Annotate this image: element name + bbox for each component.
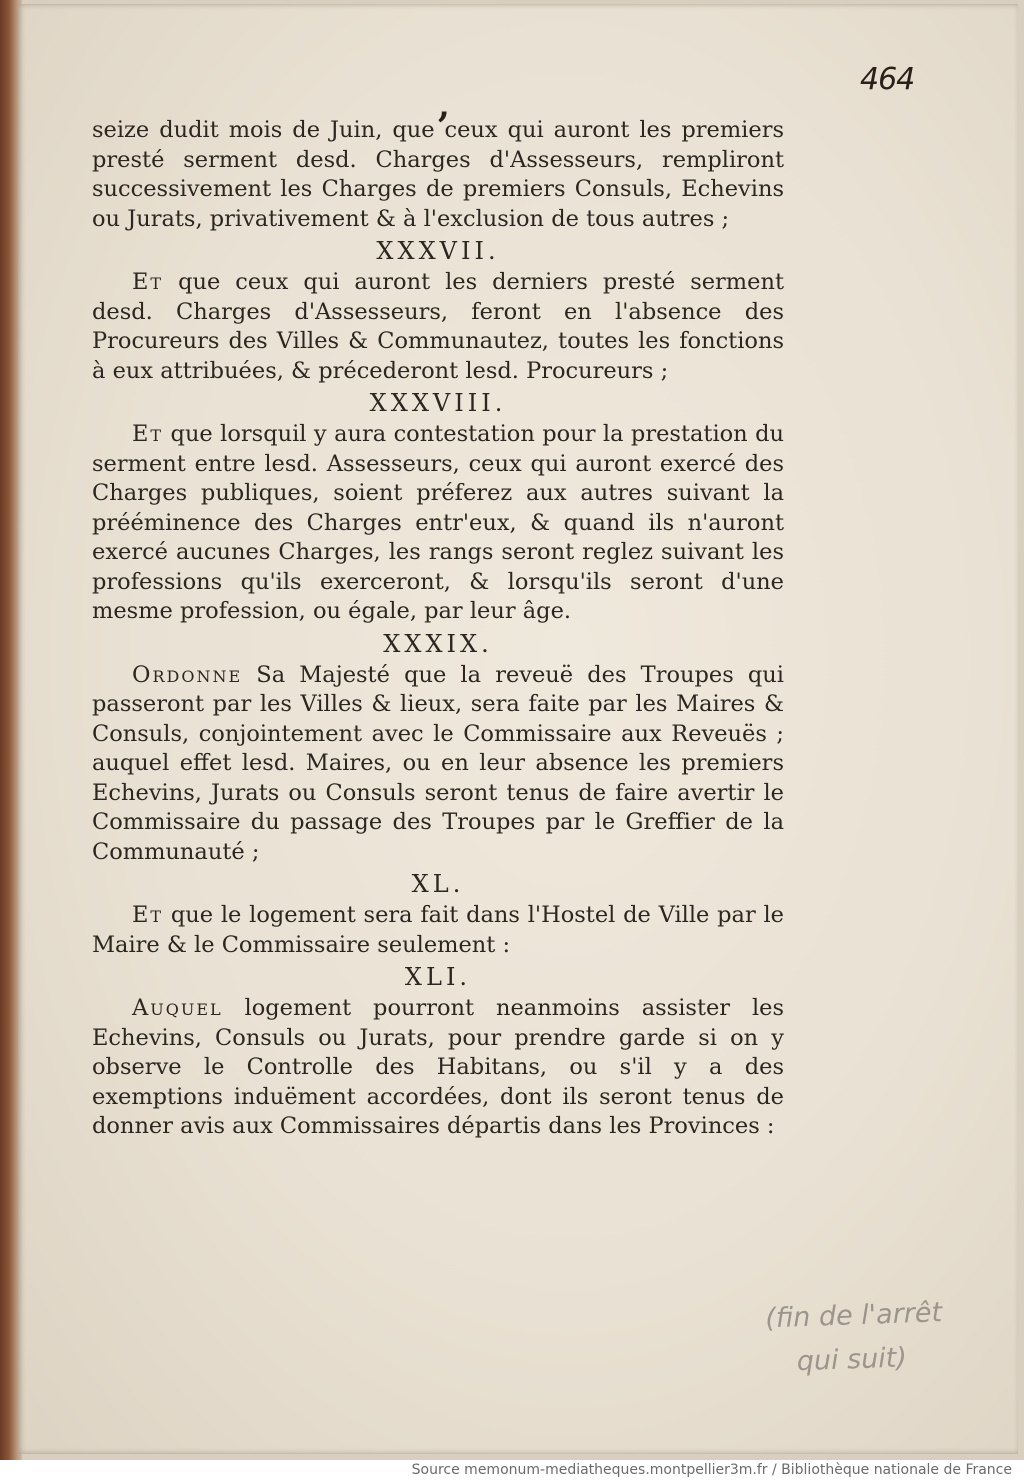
article-heading-xxxviii: XXXVIII. <box>369 389 507 417</box>
article-heading-xli: XLI. <box>404 963 472 991</box>
document-page <box>18 4 1018 1454</box>
source-credit: Source memonum-mediatheques.montpellier3m.fr / Bibliothèque nationale de France <box>411 1462 1012 1478</box>
paragraph-lead: Et <box>132 902 164 928</box>
body-text <box>92 116 784 1142</box>
article-paragraph: Ordonne Sa Majesté que la reveuë des Troupes qui passeront par les Villes & lieux, sera faite par les Maires & Consuls, conjointement avec le Commissaire aux Reveuës ; auquel effet lesd. Maires, ou en leur absence les premiers Echevins, Jurats ou Consuls seront tenus de faire avertir le Commissaire du passage des Troupes par le Greffier de la Communauté ; <box>92 661 784 865</box>
folio-number: 464 <box>860 62 915 97</box>
paragraph-lead: Et <box>132 269 164 295</box>
article-paragraph: Auquel logement pourront neanmoins assister les Echevins, Consuls ou Jurats, pour prendre garde si on y observe le Controlle des Habitans, ou s'il y a des exemptions induëment accordées, dont ils seront tenus de donner avis aux Commissaires départis dans les Provinces : <box>92 995 784 1139</box>
paragraph-lead: Et <box>132 421 164 447</box>
paragraph-lead: Ordonne <box>132 661 243 688</box>
article-heading-xxxix: XXXIX. <box>383 629 493 658</box>
article-paragraph: Et que ceux qui auront les derniers presté serment desd. Charges d'Assesseurs, feront en l'absence des Procureurs des Villes & Communautez, toutes les fonctions à eux attribuées, & précederont lesd. Procureurs ; <box>92 269 784 384</box>
handwritten-annotation <box>765 1291 958 1386</box>
article-paragraph: Et que le logement sera fait dans l'Hostel de Ville par le Maire & le Commissaire seulement : <box>92 902 784 958</box>
article-heading-xl: XL. <box>411 870 465 898</box>
article-paragraph: Et que lorsquil y aura contestation pour la prestation du serment entre lesd. Assesseurs, ceux qui auront exercé des Charges publiques, soient préferez aux autres suivant la prééminence des Charges entr'eux, & quand ils n'auront exercé aucunes Charges, les rangs seront reglez suivant les professions qu'ils exerceront, & lorsqu'ils seront d'une mesme profession, ou égale, par leur âge. <box>92 421 784 624</box>
paragraph-continuation: seize dudit mois de Juin, que ceux qui auront les premiers presté serment desd. Charges d'Assesseurs, rempliront successivement les Charges de premiers Consuls, Echevins ou Jurats, privativement & à l'exclusion de tous autres ; <box>92 117 784 232</box>
signature-mark: , <box>438 86 450 126</box>
paragraph-lead: Auquel <box>132 995 223 1021</box>
annotation-line: qui suit) <box>796 1342 908 1378</box>
article-heading-xxxvii: XXXVII. <box>376 237 500 265</box>
annotation-line: (fin de l'arrêt <box>764 1297 943 1335</box>
